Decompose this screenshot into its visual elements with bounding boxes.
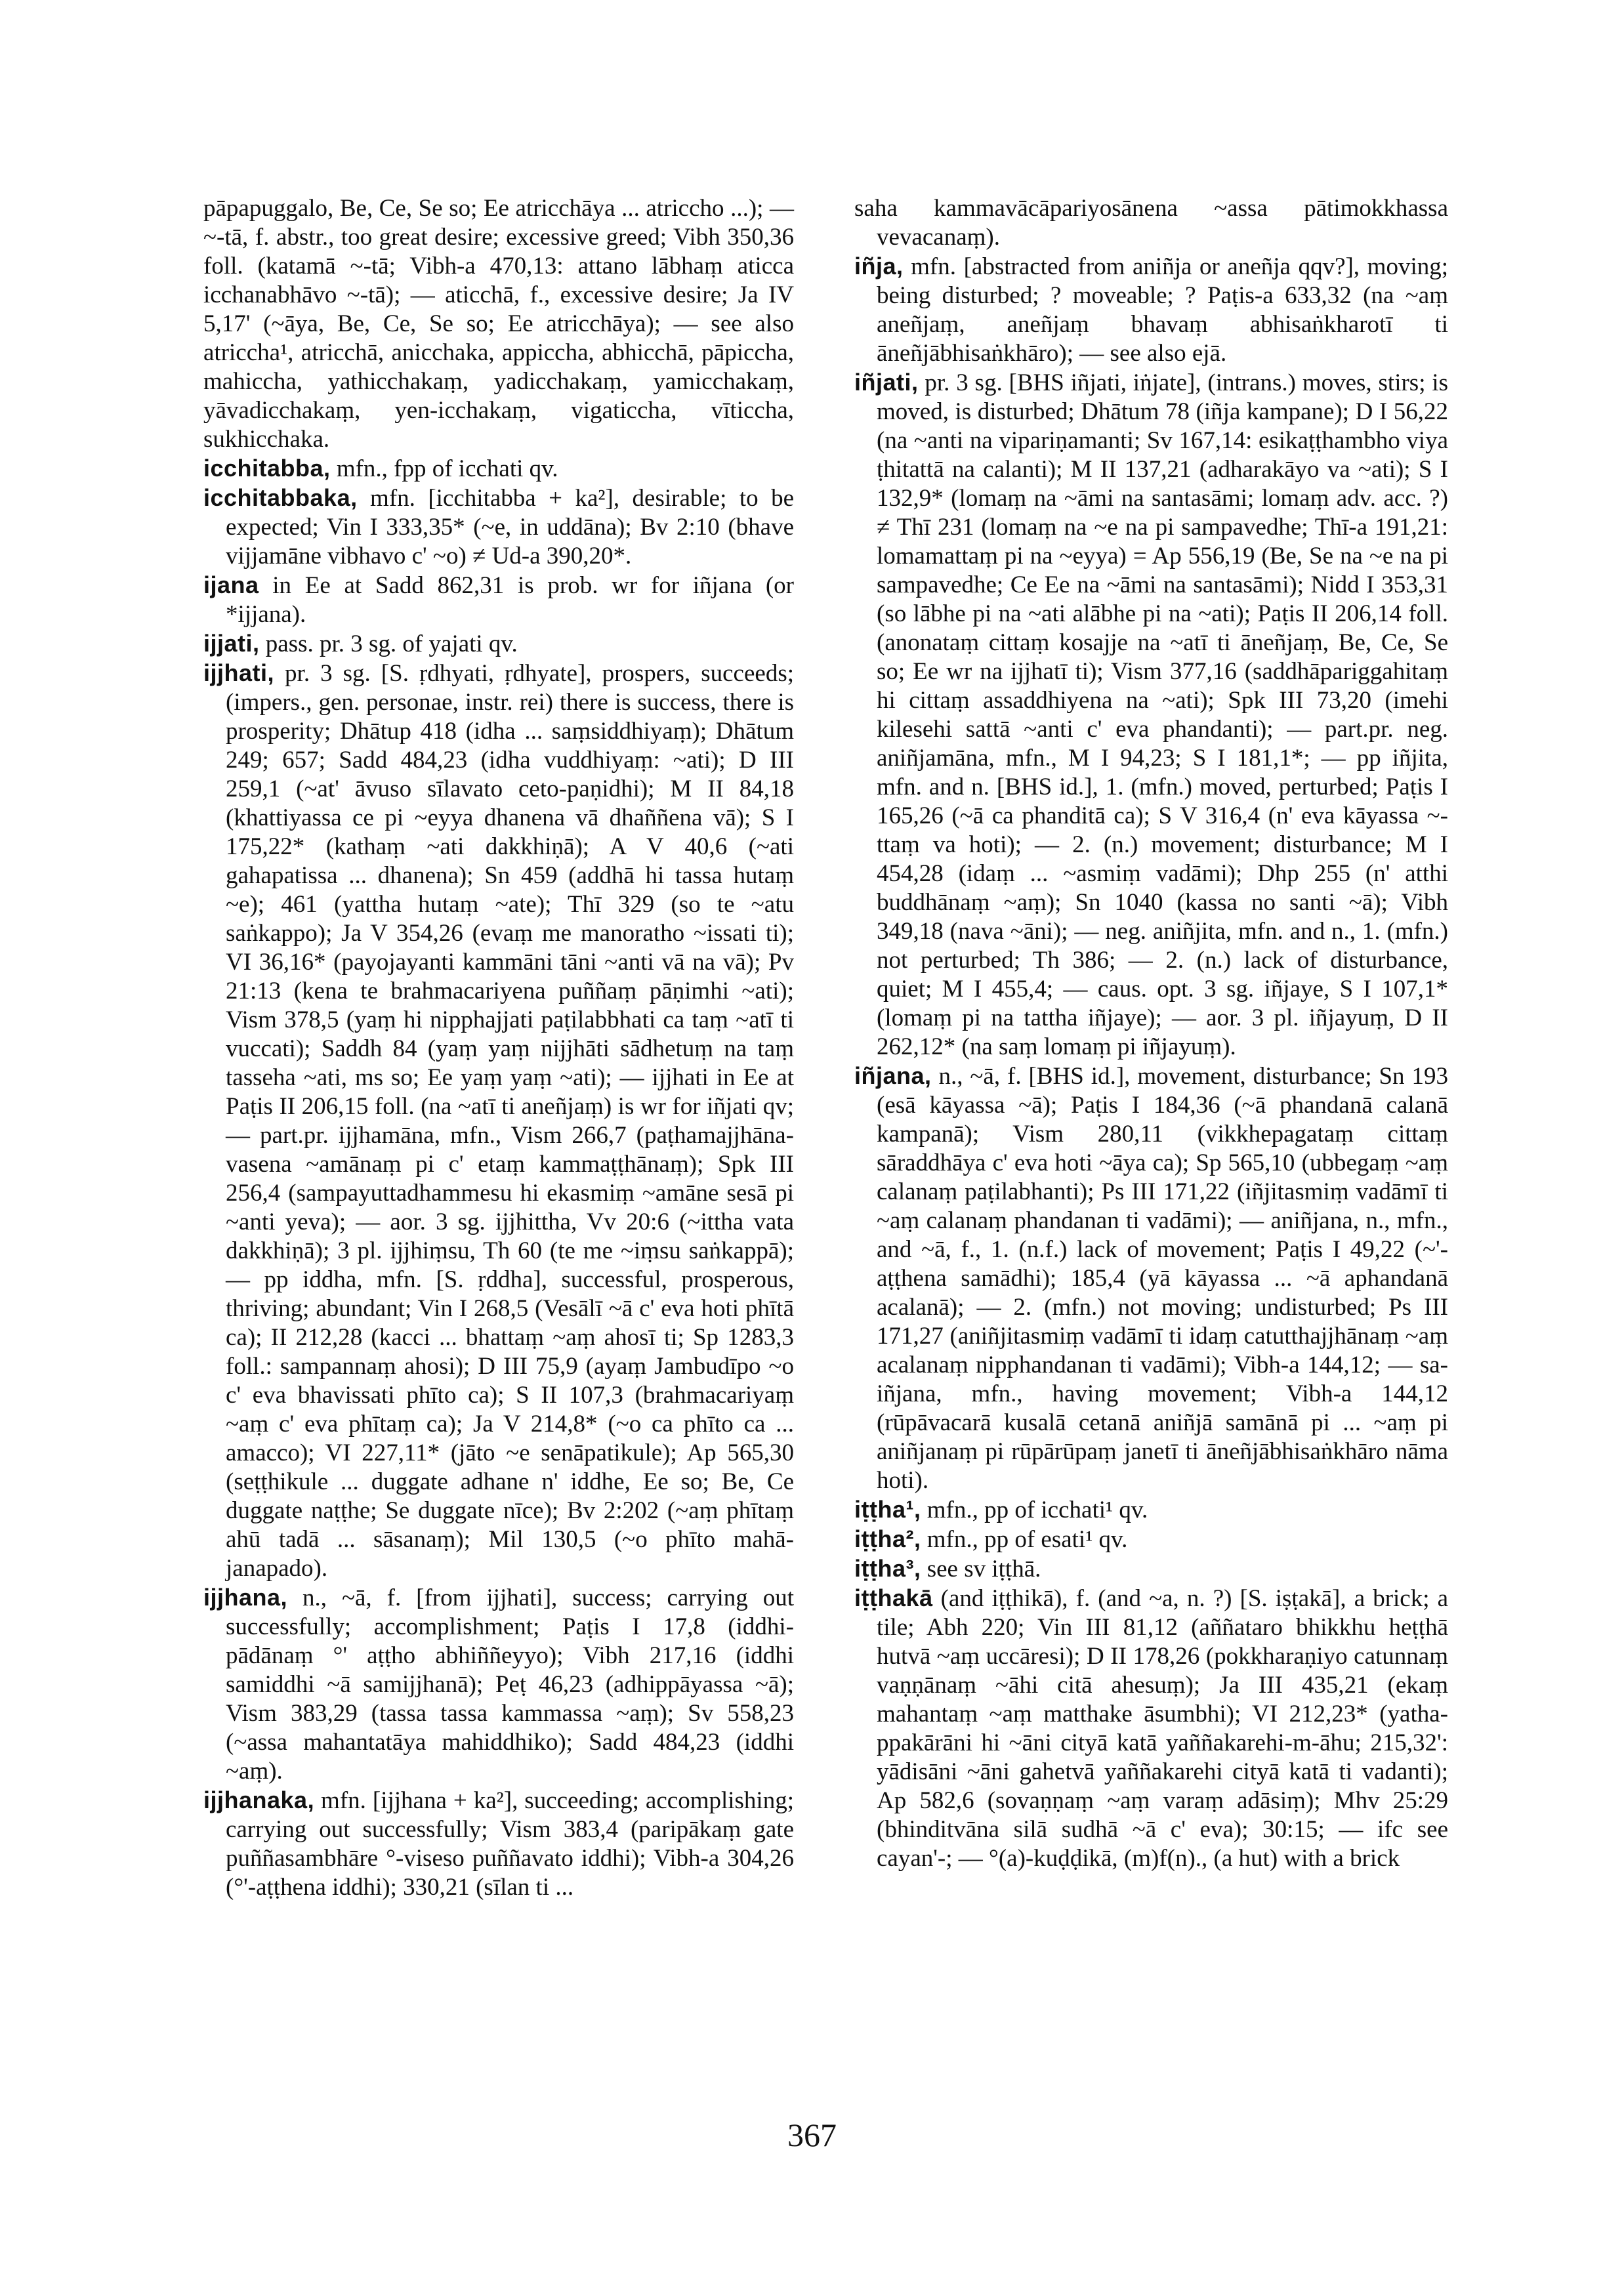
headword: ijjhana, <box>203 1584 288 1611</box>
dictionary-entry <box>203 629 794 659</box>
dictionary-entry <box>203 484 794 571</box>
dictionary-entry <box>854 1584 1448 1873</box>
entry-text: mfn., pp of esati¹ qv. <box>921 1526 1128 1553</box>
dictionary-entry <box>854 1525 1448 1554</box>
headword: iṭṭha¹, <box>854 1496 921 1523</box>
headword: ijjati, <box>203 630 260 657</box>
dictionary-entry <box>203 1786 794 1902</box>
entry-text: saha kammavācāpariyosānena ~assa pātimokkhassa vevacanaṃ). <box>854 195 1448 251</box>
dictionary-entry <box>203 571 794 629</box>
entry-text: pr. 3 sg. [S. ṛdhyati, ṛdhyate], prospers, succeeds; (impers., gen. personae, instr. rei) there is success, there is prosperity; Dhātup 418 (idha ... saṃsiddhiyaṃ); Dhātum 249; 657; Sadd 484,23 (idha vuddhiyaṃ: ~ati); D III 259,1 (~at' āvuso sīlavato ceto-paṇidhi); M II 84,18 (khattiyassa ce pi ~eyya dhanena vā dhaññena vā); S I 175,22* (kathaṃ ~ati dakkhiṇā); A V 40,6 (~ati gahapatissa ... dhanena); Sn 459 (addhā hi tassa hutaṃ ~e); 461 (yattha hutaṃ ~ate); Thī 329 (so te ~atu saṅkappo); Ja V 354,26 (evaṃ me manoratho ~issati ti); VI 36,16* (payojayanti kammāni tāni ~anti vā na vā); Pv 21:13 (kena te brahmacariyena puññaṃ pāṇimhi ~ati); Vism 378,5 (yaṃ hi nipphajjati paṭilabbhati ca taṃ ~atī ti vuccati); Saddh 84 (yaṃ yaṃ nijjhāti sādhetuṃ na taṃ tasseha ~ati, ms so; Ee yaṃ yaṃ ~ati); — ijjhati in Ee at Paṭis II 206,15 foll. (na ~atī ti aneñjaṃ) is wr for iñjati qv; — part.pr. ijjhamāna, mfn., Vism 266,7 (paṭhamajjhāna-vasena ~amānaṃ pi c' etaṃ kammaṭṭhānaṃ); Spk III 256,4 (sampayuttadhammesu hi ekasmiṃ ~amāne sesā pi ~anti yeva); — aor. 3 sg. ijjhittha, Vv 20:6 (~ittha vata dakkhiṇā); 3 pl. ijjhiṃsu, Th 60 (te me ~iṃsu saṅkappā); — pp iddha, mfn. [S. ṛddha], successful, prosperous, thriving; abundant; Vin I 268,5 (Vesālī ~ā c' eva hoti phītā ca); II 212,28 (kacci ... bhattaṃ ~aṃ ahosī ti; Sp 1283,3 foll.: sampannaṃ ahosi); D III 75,9 (ayaṃ Jambudīpo ~o c' eva bhavissati phīto ca); S II 107,3 (brahmacariyaṃ ~aṃ c' eva phītaṃ ca); Ja V 214,8* (~o ca phīto ca ... amacco); VI 227,11* (jāto ~e senāpatikule); Ap 565,30 (seṭṭhikule ... duggate adhane n' iddhe, Ee so; Be, Ce duggate naṭṭhe; Se duggate nīce); Bv 2:202 (~aṃ phītaṃ ahū tadā ... sāsanaṃ); Mil 130,5 (~o phīto mahā-janapado). <box>226 660 794 1582</box>
headword: ijjhati, <box>203 659 275 686</box>
dictionary-entry <box>203 194 794 454</box>
headword: icchitabbaka, <box>203 484 358 511</box>
dictionary-entry <box>854 1554 1448 1584</box>
entry-text: n., ~ā, f. [BHS id.], movement, disturbance; Sn 193 (esā kāyassa ~ā); Paṭis I 184,36 (~ā phandanā calanā kampanā); Vism 280,11 (vikkhepagataṃ cittaṃ sāraddhāya c' eva hoti ~āya ca); Sp 565,10 (ubbegaṃ ~aṃ calanaṃ paṭilabhanti); Ps III 171,22 (iñjitasmiṃ vadāmī ti ~aṃ calanaṃ phandanan ti vadāmi); — aniñjana, n., mfn., and ~ā, f., 1. (n.f.) lack of movement; Paṭis I 49,22 (~'-aṭṭhena samādhi); 185,4 (yā kāyassa ... ~ā aphandanā acalanā); — 2. (mfn.) not moving; undisturbed; Ps III 171,27 (aniñjitasmiṃ vadāmī ti idaṃ catutthajjhānaṃ ~aṃ acalanaṃ nipphandanan ti vadāmi); Vibh-a 144,12; — sa-iñjana, mfn., having movement; Vibh-a 144,12 (rūpāvacarā kusalā cetanā aniñjā samānā pi ... ~aṃ pi aniñjanaṃ pi rūpārūpaṃ janetī ti āneñjābhisaṅkhāro nāma hoti). <box>877 1063 1448 1494</box>
headword: iñjana, <box>854 1062 932 1089</box>
entry-text: (and iṭṭhikā), f. (and ~a, n. ?) [S. iṣṭakā], a brick; a tile; Abh 220; Vin III 81,12 (aññataro bhikkhu heṭṭhā hutvā ~aṃ uccāresi); D II 178,26 (pokkharaṇiyo catunnaṃ vaṇṇānaṃ ~āhi citā ahesuṃ); Ja III 435,21 (ekaṃ mahantaṃ ~aṃ matthake āsumbhi); VI 212,23* (yatha-ppakārāni hi ~āni cityā katā yaññakarehi-m-āhu; 215,32': yādisāni ~āni gahetvā yaññakarehi cityā katā ti vadanti); Ap 582,6 (sovaṇṇaṃ ~aṃ varaṃ adāsiṃ); Mhv 25:29 (bhinditvāna silā sudhā ~ā c' eva); 30:15; — ifc see cayan'-; — °(a)-kuḍḍikā, (m)f(n)., (a hut) with a brick <box>877 1585 1448 1872</box>
headword: icchitabba, <box>203 455 331 482</box>
page-number: 367 <box>787 2117 837 2153</box>
entry-text: see sv iṭṭhā. <box>921 1556 1041 1582</box>
entry-text: n., ~ā, f. [from ijjhati], success; carrying out successfully; accomplishment; Paṭis I 17,8 (iddhi-pādānaṃ °' aṭṭho abhiññeyyo); Vibh 217,16 (iddhi samiddhi ~ā samijjhanā); Peṭ 46,23 (adhippāyassa ~ā); Vism 383,29 (tassa tassa kammassa ~aṃ); Sv 558,23 (~assa mahantatāya mahiddhiko); Sadd 484,23 (iddhi ~aṃ). <box>226 1584 794 1785</box>
headword: iṭṭha², <box>854 1525 921 1552</box>
entry-text: pr. 3 sg. [BHS iñjati, iṅjate], (intrans.) moves, stirs; is moved, is disturbed; Dhātum 78 (iñja kampane); D I 56,22 (na ~anti na vipariṇamanti; Sv 167,14: esikaṭṭhambho viya ṭhitattā na calanti); M II 137,21 (adharakāyo va ~ati); S I 132,9* (lomaṃ na ~āmi na santasāmi; lomaṃ adv. acc. ?) ≠ Thī 231 (lomaṃ na ~e na pi sampavedhe; Thī-a 191,21: lomamattaṃ pi na ~eyya) = Ap 556,19 (Be, Se na ~e na pi sampavedhe; Ce Ee na ~āmi na santasāmi); Nidd I 353,31 (so lābhe pi na ~ati alābhe pi na ~ati); Paṭis II 206,14 foll. (anonataṃ cittaṃ kosajje na ~atī ti āneñjaṃ, Be, Ce, Se so; Ee wr na ijjhatī ti); Vism 377,16 (saddhāpariggahitaṃ hi cittaṃ assaddhiyena na ~ati); Spk III 73,20 (imehi kilesehi sattā ~anti c' eva phandanti); — part.pr. neg. aniñjamāna, mfn., M I 94,23; S I 181,1*; — pp iñjita, mfn. and n. [BHS id.], 1. (mfn.) moved, perturbed; Paṭis I 165,26 (~ā ca phanditā ca); S V 316,4 (n' eva kāyassa ~-ttaṃ va hoti); — 2. (n.) movement; disturbance; M I 454,28 (idaṃ ... ~asmiṃ vadāmi); Dhp 255 (n' atthi buddhānaṃ ~aṃ); Sn 1040 (kassa no santi ~ā); Vibh 349,18 (nava ~āni); — neg. aniñjita, mfn. and n., 1. (mfn.) not perturbed; Th 386; — 2. (n.) lack of disturbance, quiet; M I 455,4; — caus. opt. 3 sg. iñjaye, S I 107,1* (lomaṃ pi na tattha iñjaye); — aor. 3 pl. iñjayuṃ, D II 262,12* (na saṃ lomaṃ pi iñjayuṃ). <box>877 369 1448 1060</box>
dictionary-entry <box>854 252 1448 368</box>
dictionary-entry <box>854 1062 1448 1495</box>
entry-text: mfn. [icchitabba + ka²], desirable; to be expected; Vin I 333,35* (~e, in uddāna); Bv 2:10 (bhave vijjamāne vibhavo c' ~o) ≠ Ud-a 390,20*. <box>226 485 794 569</box>
entry-text: mfn. [ijjhana + ka²], succeeding; accomplishing; carrying out successfully; Vism 383,4 (paripākaṃ gate puññasambhāre °-viseso puññavato iddhi); Vibh-a 304,26 (°'-aṭṭhena iddhi); 330,21 (sīlan ti ... <box>226 1787 794 1901</box>
entry-text: mfn., fpp of icchati qv. <box>330 455 558 482</box>
headword: iñjati, <box>854 369 919 396</box>
entry-text: mfn., pp of icchati¹ qv. <box>921 1497 1148 1523</box>
headword: iṭṭha³, <box>854 1555 921 1582</box>
headword: ijana <box>203 571 259 598</box>
headword: ijjhanaka, <box>203 1787 315 1813</box>
left-column <box>203 194 794 1902</box>
entry-text: pass. pr. 3 sg. of yajati qv. <box>259 631 518 657</box>
dictionary-entry <box>854 1495 1448 1525</box>
dictionary-entry <box>854 368 1448 1062</box>
entry-text: pāpapuggalo, Be, Ce, Se so; Ee atricchāya ... atriccho ...); — ~-tā, f. abstr., too great desire; excessive greed; Vibh 350,36 foll. (katamā ~-tā; Vibh-a 470,13: attano lābhaṃ aticca icchanabhāvo ~-tā); — aticchā, f., excessive desire; Ja IV 5,17' (~āya, Be, Ce, Se so; Ee atricchāya); — see also atriccha¹, atricchā, anicchaka, appiccha, abhicchā, pāpiccha, mahiccha, yathicchakaṃ, yadicchakaṃ, yamicchakaṃ, yāvadicchakaṃ, yen-icchakaṃ, vigaticcha, vīticcha, sukhicchaka. <box>203 195 794 453</box>
dictionary-entry <box>203 659 794 1583</box>
dictionary-entry <box>203 454 794 484</box>
headword: iñja, <box>854 253 904 279</box>
dictionary-entry <box>854 194 1448 252</box>
entry-text: in Ee at Sadd 862,31 is prob. wr for iñjana (or *ijjana). <box>226 572 794 628</box>
right-column <box>854 194 1448 1873</box>
headword: iṭṭhakā <box>854 1584 933 1611</box>
entry-text: mfn. [abstracted from aniñja or aneñja qqv?], moving; being disturbed; ? moveable; ? Paṭis-a 633,32 (na ~aṃ aneñjaṃ, aneñjaṃ bhavaṃ abhisaṅkharotī ti āneñjābhisaṅkhāro); — see also ejā. <box>877 253 1448 367</box>
dictionary-entry <box>203 1583 794 1786</box>
